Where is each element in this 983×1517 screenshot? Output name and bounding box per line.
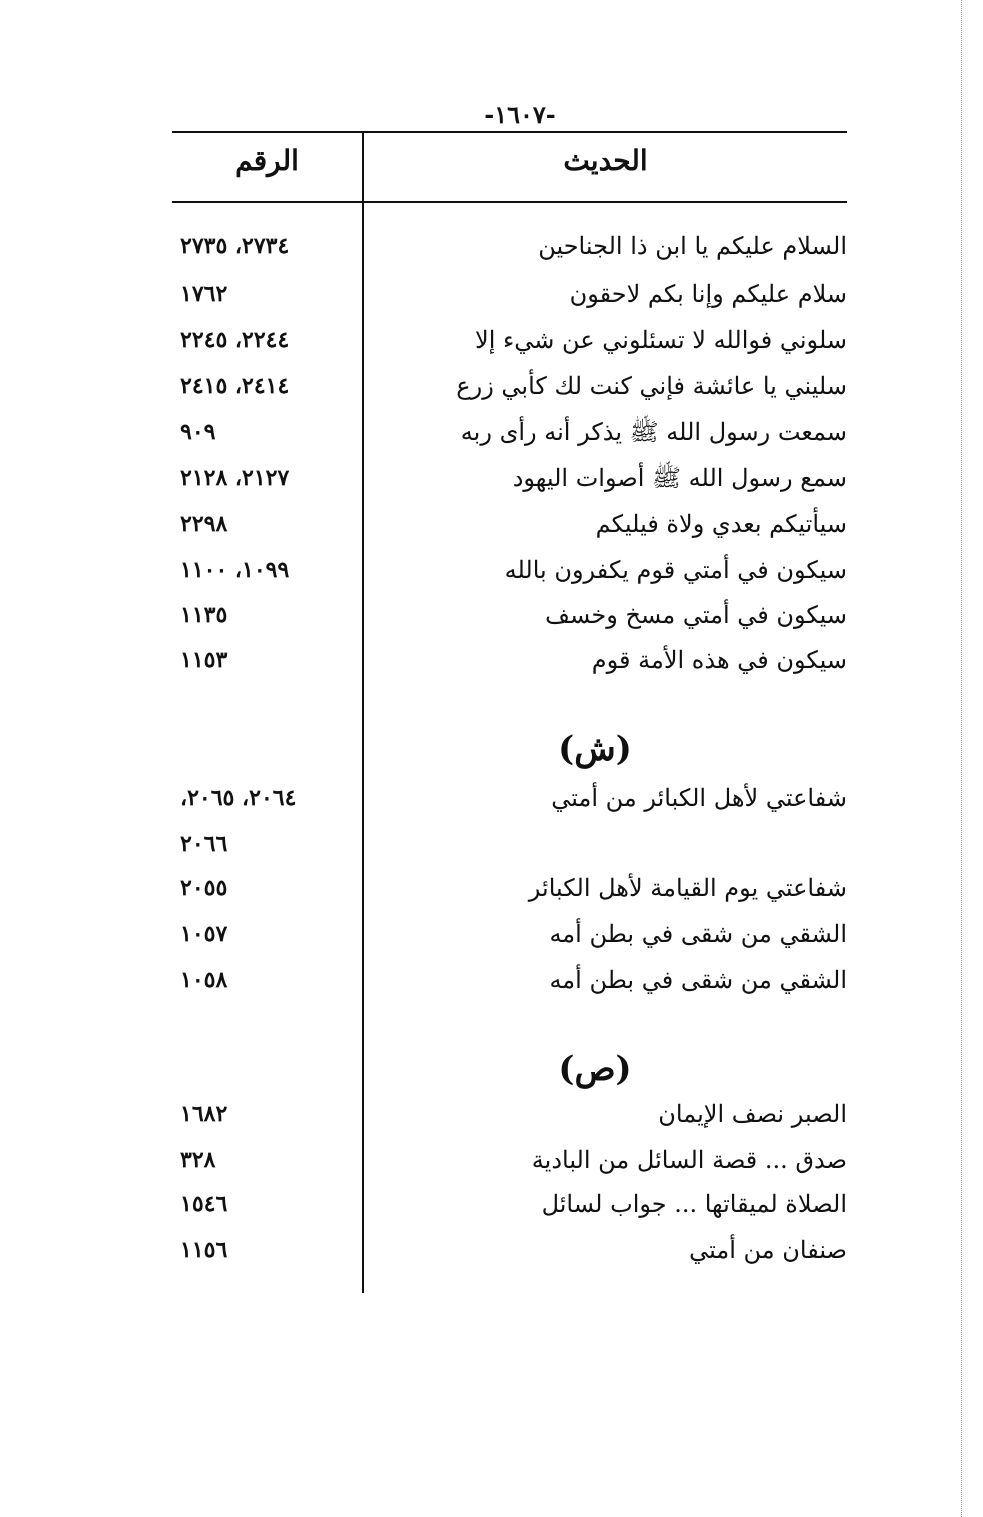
- hadith-text: سلام عليكم وإنا بكم لاحقون: [569, 280, 847, 308]
- hadith-number: ١١٣٥: [180, 602, 228, 628]
- hadith-text: الصبر نصف الإيمان: [658, 1100, 847, 1128]
- hadith-text: [380, 826, 847, 862]
- hadith-number: ١٠٩٩، ١١٠٠: [180, 557, 290, 583]
- hadith-text: سمعت رسول الله ﷺ يذكر أنه رأى ربه: [460, 418, 847, 446]
- section-heading-shin: (ش): [558, 729, 632, 769]
- hadith-text: الصلاة لميقاتها ... جواب لسائل: [541, 1190, 847, 1218]
- hadith-text: صدق ... قصة السائل من البادية: [531, 1146, 847, 1174]
- hadith-text: السلام عليكم يا ابن ذا الجناحين: [538, 232, 847, 260]
- hadith-text: شفاعتي يوم القيامة لأهل الكبائر: [528, 874, 847, 902]
- hadith-number: ١٧٦٢: [180, 281, 228, 307]
- hadith-number: ٢٤١٤، ٢٤١٥: [180, 373, 290, 399]
- table-top-rule: [172, 131, 847, 133]
- hadith-text: سلوني فوالله لا تسئلوني عن شيء إلا: [475, 326, 847, 354]
- hadith-text: سيأتيكم بعدي ولاة فيليكم: [595, 510, 847, 538]
- section-heading-sad: (ص): [558, 1049, 632, 1089]
- hadith-text: شفاعتي لأهل الكبائر من أمتي: [551, 784, 847, 812]
- hadith-number: ١١٥٣: [180, 647, 228, 673]
- hadith-number: ٢٧٣٤، ٢٧٣٥: [180, 233, 290, 259]
- column-header-hadith: الحديث: [563, 144, 648, 177]
- hadith-text: سيكون في أمتي قوم يكفرون بالله: [504, 556, 847, 584]
- table-header-rule: [172, 201, 847, 203]
- hadith-text: سليني يا عائشة فإني كنت لك كأبي زرع: [456, 372, 847, 400]
- hadith-text: الشقي من شقى في بطن أمه: [549, 920, 847, 948]
- hadith-number: ١٥٤٦: [180, 1191, 228, 1217]
- hadith-text: سيكون في أمتي مسخ وخسف: [545, 601, 847, 629]
- hadith-number: ٢٢٤٤، ٢٢٤٥: [180, 327, 290, 353]
- hadith-number: ١١٥٦: [180, 1237, 228, 1263]
- hadith-text: سمع رسول الله ﷺ أصوات اليهود: [512, 464, 847, 492]
- column-divider: [362, 131, 364, 1293]
- hadith-number: ٢٠٦٦: [180, 831, 228, 857]
- hadith-number: ١٠٥٨: [180, 967, 228, 993]
- page-edge: [961, 0, 962, 1517]
- hadith-number: ٩٠٩: [180, 419, 216, 445]
- hadith-number: ٢٠٦٤، ٢٠٦٥،: [180, 785, 297, 811]
- hadith-text: سيكون في هذه الأمة قوم: [591, 646, 847, 674]
- hadith-text: الشقي من شقى في بطن أمه: [549, 966, 847, 994]
- page-number: -١٦٠٧-: [484, 100, 556, 129]
- hadith-number: ٢١٢٧، ٢١٢٨: [180, 465, 290, 491]
- hadith-number: ١٦٨٢: [180, 1101, 228, 1127]
- hadith-number: ٢٢٩٨: [180, 511, 228, 537]
- hadith-number: ١٠٥٧: [180, 921, 228, 947]
- hadith-number: ٣٢٨: [180, 1147, 216, 1173]
- hadith-number: ٢٠٥٥: [180, 875, 228, 901]
- hadith-text: صنفان من أمتي: [689, 1236, 847, 1264]
- column-header-number: الرقم: [235, 144, 299, 177]
